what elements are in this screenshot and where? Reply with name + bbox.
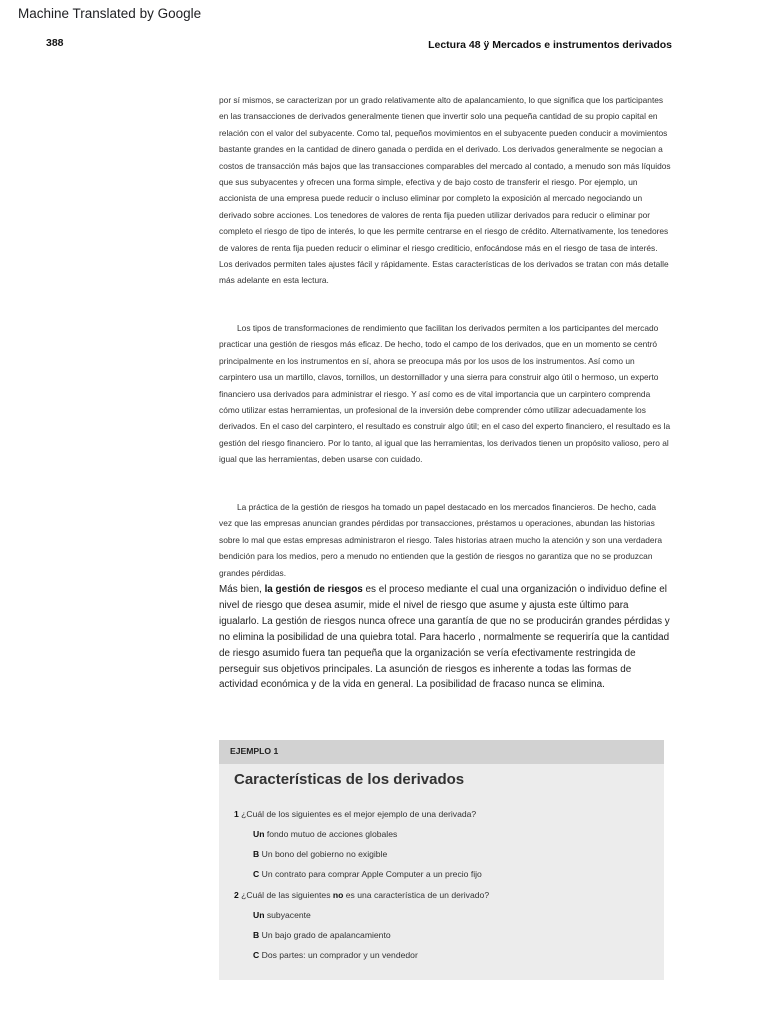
body-paragraph-2: Los tipos de transformaciones de rendimiento que facilitan los derivados permiten a los participantes del mercado practicar una gestión de riesgos más eficaz. De hecho, todo el campo de los derivados, que en un momento se centró principalmente en los instrumentos en sí, ahora se preocupa más por los usos de los instrumentos. Así como un carpintero usa un martillo, clavos, tornillos, un destornillador y una sierra para construir algo útil o hermoso, un experto financiero usa derivados para administrar el riesgo. Y así como es de vital importancia que un carpintero comprenda cómo utilizar estas herramientas, un profesional de la inversión debe comprender cómo utilizar adecuadamente los derivados. En el caso del carpintero, el resultado es construir algo útil; en el caso del experto financiero, el resultado es la gestión del riesgo financiero. Por lo tanto, al igual que las herramientas, los derivados tienen un propósito valioso, pero al igual que las herramientas, deben usarse con cuidado. [219, 323, 671, 465]
option-letter: Un [253, 910, 265, 920]
question-emphasis: no [332, 890, 344, 900]
option-text: Dos partes: un comprador y un vendedor [261, 950, 418, 960]
option-text: Un bajo grado de apalancamiento [261, 930, 391, 940]
option-letter: C [253, 950, 260, 960]
body-paragraph-3: La práctica de la gestión de riesgos ha tomado un papel destacado en los mercados financieros. De hecho, cada vez que las empresas anuncian grandes pérdidas por transacciones, préstamos u operaciones, abundan las historias sobre lo mal que estas empresas administraron el riesgo. Tales historias atraen mucho la atención y son una verdadera bendición para los medios, pero a menudo no entienden que la gestión de riesgos no garantiza que no se produzcan grandes pérdidas. [219, 502, 663, 578]
answer-option [253, 910, 311, 920]
answer-option [253, 869, 482, 879]
option-text: fondo mutuo de acciones globales [266, 829, 398, 839]
risk-management-term: la gestión de riesgos [264, 584, 363, 595]
question-1 [234, 809, 476, 819]
answer-option [253, 849, 387, 859]
page-number: 388 [46, 37, 64, 49]
example-tag: EJEMPLO 1 [219, 740, 664, 764]
question-text-lead: ¿Cuál de las siguientes [241, 890, 333, 900]
question-2 [234, 890, 489, 900]
example-box [219, 740, 664, 980]
machine-translation-banner: Machine Translated by Google [18, 6, 202, 21]
option-text: subyacente [266, 910, 311, 920]
body-paragraph-1: por sí mismos, se caracterizan por un grado relativamente alto de apalancamiento, lo que significa que los participantes en las transacciones de derivados generalmente tienen que invertir solo una pequeña cantidad de su propio capital en relación con el valor del subyacente. Como tal, pequeños movimientos en el subyacente pueden conducir a movimientos bastante grandes en la cantidad de dinero ganada o perdida en el derivado. Los derivados generalmente se negocian a costos de transacción más bajos que las transacciones comparables del mercado al contado, a menudo son más líquidos que sus subyacentes y ofrecen una forma simple, efectiva y de bajo costo de transferir el riesgo. Por ejemplo, un accionista de una empresa puede reducir o incluso eliminar por completo la exposición al mercado negociando un derivado sobre acciones. Los tenedores de valores de renta fija pueden utilizar derivados para reducir o eliminar por completo el riesgo de tipo de interés, lo que les permite centrarse en el riesgo de crédito. Alternativamente, los tenedores de valores de renta fija pueden reducir o eliminar el riesgo crediticio, enfocándose más en el riesgo de tasa de interés. Los derivados permiten tales ajustes fácil y rápidamente. Estas características de los derivados se tratan con más detalle más adelante en esta lectura. [219, 95, 671, 286]
question-number: 2 [234, 890, 239, 900]
answer-option [253, 930, 391, 940]
question-text: ¿Cuál de los siguientes es el mejor ejemplo de una derivada? [241, 809, 477, 819]
option-letter: Un [253, 829, 265, 839]
question-number: 1 [234, 809, 239, 819]
answer-option [253, 829, 397, 839]
question-text-rest: es una característica de un derivado? [343, 890, 490, 900]
option-text: Un contrato para comprar Apple Computer a un precio fijo [261, 869, 482, 879]
answer-option [253, 950, 418, 960]
option-letter: B [253, 930, 260, 940]
running-header-title: Lectura 48 ÿ Mercados e instrumentos derivados [428, 39, 672, 51]
p4-rest: es el proceso mediante el cual una organización o individuo define el nivel de riesgo que desea asumir, mide el nivel de riesgo que asume y ajusta este último para igualarlo. La gestión de riesgos nunca ofrece una garantía de que no se producirán grandes pérdidas y no elimina la posibilidad de una quiebra total. Para hacerlo , normalmente se requeriría que la cantidad de riesgo asumido fuera tan pequeña que la organización se vería efectivamente restringida de perseguir sus objetivos principales. La asunción de riesgos es inherente a todas las formas de actividad económica y de la vida en general. La posibilidad de fracaso nunca se elimina. [219, 584, 670, 691]
option-text: Un bono del gobierno no exigible [261, 849, 388, 859]
option-letter: B [253, 849, 260, 859]
example-title: Características de los derivados [234, 771, 465, 788]
p4-lead: Más bien, [219, 584, 265, 595]
body-paragraph-4 [219, 582, 671, 693]
option-letter: C [253, 869, 260, 879]
